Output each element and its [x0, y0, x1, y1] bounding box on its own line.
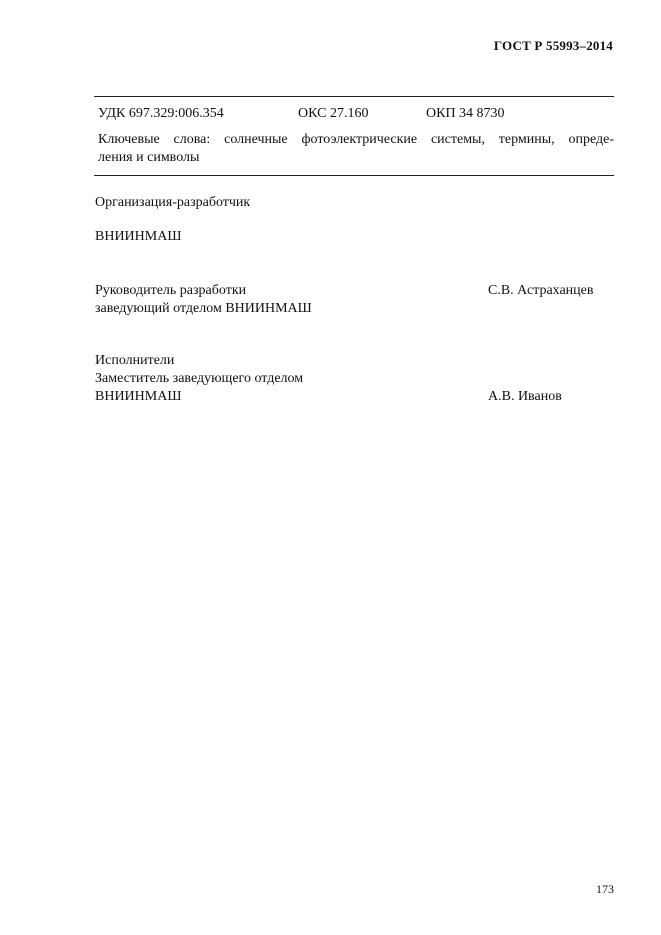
oks-code: ОКС 27.160: [298, 106, 369, 121]
executor-position: Заместитель заведующего отделом: [95, 371, 304, 386]
classification-codes: [98, 106, 614, 126]
bottom-rule: [94, 175, 614, 176]
udk-code: УДК 697.329:006.354: [98, 106, 224, 121]
page-number: 173: [596, 882, 614, 896]
okp-code: ОКП 34 8730: [426, 106, 505, 121]
lead-person: С.В. Астраханцев: [488, 283, 594, 298]
keywords-line-1: Ключевые слова: солнечные фотоэлектрические системы, термины, опреде-: [98, 132, 614, 147]
lead-title: Руководитель разработки: [95, 283, 247, 298]
executor-person: А.В. Иванов: [488, 389, 562, 404]
developer-label: Организация-разработчик: [95, 195, 251, 210]
executors-label: Исполнители: [95, 353, 175, 368]
keywords-line-2: ления и символы: [98, 150, 200, 165]
standard-designation: ГОСТ Р 55993–2014: [493, 38, 613, 53]
top-rule: [94, 96, 614, 97]
lead-position: заведующий отделом ВНИИНМАШ: [95, 301, 312, 316]
developer-name: ВНИИНМАШ: [95, 229, 182, 244]
keywords-block: [98, 131, 614, 167]
executor-organization: ВНИИНМАШ: [95, 389, 182, 404]
